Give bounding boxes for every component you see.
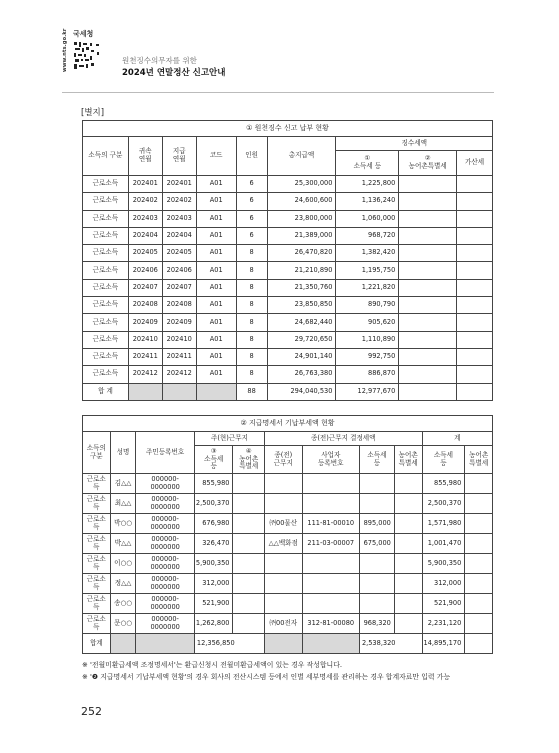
- cell-add-tax: [457, 331, 493, 348]
- cell-tax3: 521,900: [194, 594, 233, 614]
- cell-empty: [394, 474, 422, 494]
- cell-total-pay: 23,850,850: [267, 297, 336, 314]
- th-people: 인원: [236, 137, 267, 176]
- th-tax-group: 징수세액: [336, 137, 493, 151]
- footnote-2: ※ '❷ 지급명세서 기납부세액 현황'의 경우 회사의 전산시스템 등에서 인별 세부명세를 관리하는 경우 합계자료만 입력 가능: [82, 673, 451, 681]
- cell-empty: [465, 554, 493, 574]
- cell-code: A01: [196, 210, 236, 227]
- cell-rural-tax: [399, 193, 457, 210]
- withholding-report-table: [82, 120, 493, 401]
- cell-belong-month: 202404: [128, 227, 162, 244]
- cell-add-tax: [457, 176, 493, 193]
- prepaid-tax-table: [82, 415, 493, 654]
- cell-pay-month: 202403: [162, 210, 196, 227]
- cell-income-tax: 1,136,240: [336, 193, 399, 210]
- cell-prev: [265, 494, 303, 514]
- header-subtitle: 원천징수의무자를 위한: [122, 56, 197, 65]
- cell-total-pay: 26,763,380: [267, 366, 336, 383]
- cell-total-pay: 24,682,440: [267, 314, 336, 331]
- header-divider: [62, 92, 494, 93]
- cell-sum: 1,571,980: [422, 514, 465, 534]
- cell-rrn: 000000-0000000: [136, 574, 194, 594]
- cell-name: 문○○: [110, 614, 136, 634]
- cell-people: 8: [236, 262, 267, 279]
- cell-rural-tax: [399, 331, 457, 348]
- cell-rrn: 000000-0000000: [136, 474, 194, 494]
- cell-ptax: [359, 574, 394, 594]
- cell-total-pay: 21,210,890: [267, 262, 336, 279]
- cell-tax3: 312,000: [194, 574, 233, 594]
- th-pay-month: 지급 연월: [162, 137, 196, 176]
- cell-add-tax: [457, 366, 493, 383]
- table1-row: [83, 262, 493, 279]
- cell-code: A01: [196, 297, 236, 314]
- table1-row: [83, 245, 493, 262]
- page-number: 252: [81, 705, 102, 718]
- cell-name: 송○○: [110, 594, 136, 614]
- th-code: 코드: [196, 137, 236, 176]
- cell-pay-month: 202402: [162, 193, 196, 210]
- cell-belong-month: 202411: [128, 348, 162, 365]
- th2-sub-group: 종(전)근무지 결정세액: [265, 432, 422, 446]
- total2-tax3: 12,356,850: [194, 634, 264, 654]
- cell-empty: [233, 554, 265, 574]
- cell-name: 김△△: [110, 474, 136, 494]
- cell-total-pay: 29,720,650: [267, 331, 336, 348]
- cell-belong-month: 202402: [128, 193, 162, 210]
- cell-empty: [394, 574, 422, 594]
- cell-code: A01: [196, 366, 236, 383]
- table2-row: [83, 594, 493, 614]
- table2-total-row: [83, 634, 493, 654]
- cell-type: 근로소득: [83, 594, 111, 614]
- cell-income-tax: 992,750: [336, 348, 399, 365]
- cell-add-tax: [457, 262, 493, 279]
- cell-belong-month: 202405: [128, 245, 162, 262]
- table1-row: [83, 210, 493, 227]
- cell-type: 근로소득: [83, 494, 111, 514]
- cell-prev: ㈜00물산: [265, 514, 303, 534]
- cell-empty: [233, 514, 265, 534]
- cell-ptax: 968,320: [359, 614, 394, 634]
- cell-people: 8: [236, 297, 267, 314]
- cell-rural-tax: [399, 210, 457, 227]
- cell-tax3: 2,500,370: [194, 494, 233, 514]
- th2-sum-income-tax: 소득세 등: [422, 446, 465, 474]
- cell-ptax: [359, 494, 394, 514]
- cell-rural-tax: [399, 366, 457, 383]
- th2-main-group: 주(현)근무지: [194, 432, 264, 446]
- cell-belong-month: 202406: [128, 262, 162, 279]
- th2-rural-tax: 농어촌 특별세: [394, 446, 422, 474]
- cell-income-tax: 1,225,800: [336, 176, 399, 193]
- th-income-tax: ① 소득세 등: [336, 151, 399, 176]
- nts-logo-icon: [72, 40, 108, 72]
- cell-ptax: 675,000: [359, 534, 394, 554]
- cell-income-tax: 1,382,420: [336, 245, 399, 262]
- th2-sum-rural-tax: 농어촌 특별세: [465, 446, 493, 474]
- cell-pay-month: 202404: [162, 227, 196, 244]
- cell-rrn: 000000-0000000: [136, 494, 194, 514]
- table1-row: [83, 348, 493, 365]
- cell-belong-month: 202410: [128, 331, 162, 348]
- cell-code: A01: [196, 279, 236, 296]
- cell-pay-month: 202409: [162, 314, 196, 331]
- th-belong-month: 귀속 연월: [128, 137, 162, 176]
- total-people: 88: [236, 383, 267, 400]
- cell-empty: [233, 574, 265, 594]
- cell-rrn: 000000-0000000: [136, 614, 194, 634]
- cell-income-type: 근로소득: [83, 297, 129, 314]
- cell-tax3: 676,980: [194, 514, 233, 534]
- footnotes: [82, 659, 450, 683]
- cell-income-type: 근로소득: [83, 227, 129, 244]
- cell-prev: △△백화점: [265, 534, 303, 554]
- table1-row: [83, 176, 493, 193]
- cell-total-pay: 26,470,820: [267, 245, 336, 262]
- cell-type: 근로소득: [83, 474, 111, 494]
- cell-income-tax: 905,620: [336, 314, 399, 331]
- cell-sum: 855,980: [422, 474, 465, 494]
- table1-total-row: [83, 383, 493, 400]
- total2-sum: 14,895,170: [422, 634, 465, 654]
- cell-people: 8: [236, 314, 267, 331]
- th2-rural-tax4: ④ 농어촌 특별세: [233, 446, 265, 474]
- cell-empty: [394, 514, 422, 534]
- table1-row: [83, 193, 493, 210]
- cell-ptax: [359, 554, 394, 574]
- cell-belong-month: 202407: [128, 279, 162, 296]
- cell-people: 8: [236, 279, 267, 296]
- cell-empty: [465, 574, 493, 594]
- th2-income-tax3: ③ 소득세 등: [194, 446, 233, 474]
- cell-rural-tax: [399, 245, 457, 262]
- cell-rrn: 000000-0000000: [136, 514, 194, 534]
- cell-empty: [465, 474, 493, 494]
- cell-sum: 2,231,120: [422, 614, 465, 634]
- cell-income-type: 근로소득: [83, 348, 129, 365]
- attachment-label: [별지]: [81, 108, 105, 118]
- cell-tax3: 5,900,350: [194, 554, 233, 574]
- total2-label: 합계: [83, 634, 111, 654]
- cell-code: A01: [196, 193, 236, 210]
- th-add-tax: 가산세: [457, 151, 493, 176]
- cell-total-pay: 24,901,140: [267, 348, 336, 365]
- table1-row: [83, 227, 493, 244]
- cell-empty: [394, 554, 422, 574]
- cell-income-type: 근로소득: [83, 262, 129, 279]
- cell-add-tax: [457, 210, 493, 227]
- cell-pay-month: 202401: [162, 176, 196, 193]
- table1-row: [83, 314, 493, 331]
- cell-empty: [233, 474, 265, 494]
- cell-income-type: 근로소득: [83, 366, 129, 383]
- cell-code: A01: [196, 245, 236, 262]
- th-total-pay: 총지급액: [267, 137, 336, 176]
- cell-income-type: 근로소득: [83, 245, 129, 262]
- cell-people: 8: [236, 366, 267, 383]
- cell-prev: [265, 574, 303, 594]
- cell-add-tax: [457, 193, 493, 210]
- cell-prev: ㈜00전자: [265, 614, 303, 634]
- cell-code: A01: [196, 176, 236, 193]
- cell-rrn: 000000-0000000: [136, 534, 194, 554]
- table2-row: [83, 514, 493, 534]
- cell-rural-tax: [399, 227, 457, 244]
- cell-total-pay: 21,350,760: [267, 279, 336, 296]
- cell-income-tax: 1,221,820: [336, 279, 399, 296]
- cell-total-pay: 25,300,000: [267, 176, 336, 193]
- th-rural-tax: ② 농어촌특별세: [399, 151, 457, 176]
- cell-add-tax: [457, 279, 493, 296]
- cell-income-tax: 890,790: [336, 297, 399, 314]
- th2-sum-group: 계: [422, 432, 492, 446]
- th2-biz-no: 사업자 등록번호: [302, 446, 359, 474]
- cell-people: 8: [236, 245, 267, 262]
- cell-code: A01: [196, 314, 236, 331]
- cell-type: 근로소득: [83, 514, 111, 534]
- cell-name: 박○○: [110, 514, 136, 534]
- table1-title: ① 원천징수 신고 납부 현황: [83, 121, 493, 137]
- th2-prev-workplace: 종(전) 근무지: [265, 446, 303, 474]
- th2-name: 성명: [110, 432, 136, 474]
- table2-row: [83, 494, 493, 514]
- cell-biz: [302, 474, 359, 494]
- cell-biz: [302, 494, 359, 514]
- cell-sum: 1,001,470: [422, 534, 465, 554]
- cell-type: 근로소득: [83, 614, 111, 634]
- cell-rural-tax: [399, 314, 457, 331]
- cell-prev: [265, 474, 303, 494]
- cell-sum: 312,000: [422, 574, 465, 594]
- cell-income-type: 근로소득: [83, 331, 129, 348]
- cell-prev: [265, 594, 303, 614]
- cell-rural-tax: [399, 297, 457, 314]
- cell-ptax: [359, 474, 394, 494]
- cell-belong-month: 202409: [128, 314, 162, 331]
- cell-pay-month: 202406: [162, 262, 196, 279]
- cell-ptax: [359, 594, 394, 614]
- cell-empty: [465, 534, 493, 554]
- footnote-1: ※ '전월미환급세액 조정명세서'는 환급신청시 전월미환급세액이 있는 경우 작성합니다.: [82, 661, 343, 669]
- cell-pay-month: 202410: [162, 331, 196, 348]
- cell-code: A01: [196, 331, 236, 348]
- cell-tax3: 326,470: [194, 534, 233, 554]
- cell-add-tax: [457, 314, 493, 331]
- cell-ptax: 895,000: [359, 514, 394, 534]
- cell-people: 6: [236, 210, 267, 227]
- table1-row: [83, 366, 493, 383]
- site-url-vertical: www.nts.go.kr: [62, 28, 68, 72]
- org-name: 국세청: [73, 30, 94, 38]
- cell-biz: 312-81-00080: [302, 614, 359, 634]
- total-label: 합 계: [83, 383, 129, 400]
- cell-type: 근로소득: [83, 534, 111, 554]
- cell-code: A01: [196, 262, 236, 279]
- cell-biz: 211-03-00007: [302, 534, 359, 554]
- cell-people: 6: [236, 227, 267, 244]
- cell-rural-tax: [399, 348, 457, 365]
- table2-row: [83, 574, 493, 594]
- th-income-type: 소득의 구분: [83, 137, 129, 176]
- cell-people: 8: [236, 348, 267, 365]
- cell-code: A01: [196, 227, 236, 244]
- th2-rrn: 주민등록번호: [136, 432, 194, 474]
- cell-rrn: 000000-0000000: [136, 594, 194, 614]
- cell-type: 근로소득: [83, 574, 111, 594]
- cell-pay-month: 202407: [162, 279, 196, 296]
- cell-sum: 5,900,350: [422, 554, 465, 574]
- cell-sum: 2,500,370: [422, 494, 465, 514]
- cell-add-tax: [457, 227, 493, 244]
- cell-name: 박△△: [110, 534, 136, 554]
- cell-belong-month: 202408: [128, 297, 162, 314]
- cell-biz: 111-81-00010: [302, 514, 359, 534]
- cell-pay-month: 202411: [162, 348, 196, 365]
- table2-row: [83, 474, 493, 494]
- table2-title: ② 지급명세서 기납부세액 현황: [83, 416, 493, 432]
- cell-sum: 521,900: [422, 594, 465, 614]
- cell-empty: [394, 594, 422, 614]
- cell-empty: [394, 534, 422, 554]
- cell-total-pay: 23,800,000: [267, 210, 336, 227]
- cell-tax3: 855,980: [194, 474, 233, 494]
- total-pay: 294,040,530: [267, 383, 336, 400]
- cell-code: A01: [196, 348, 236, 365]
- cell-tax3: 1,262,800: [194, 614, 233, 634]
- cell-rural-tax: [399, 279, 457, 296]
- cell-name: 이○○: [110, 554, 136, 574]
- total-income-tax: 12,977,670: [336, 383, 399, 400]
- cell-income-tax: 968,720: [336, 227, 399, 244]
- cell-total-pay: 24,600,600: [267, 193, 336, 210]
- cell-income-type: 근로소득: [83, 176, 129, 193]
- cell-add-tax: [457, 348, 493, 365]
- cell-income-type: 근로소득: [83, 314, 129, 331]
- cell-add-tax: [457, 297, 493, 314]
- cell-empty: [233, 494, 265, 514]
- cell-rural-tax: [399, 176, 457, 193]
- th2-income-type: 소득의 구분: [83, 432, 111, 474]
- cell-pay-month: 202412: [162, 366, 196, 383]
- cell-income-tax: 1,110,890: [336, 331, 399, 348]
- total2-ptax: 2,538,320: [359, 634, 422, 654]
- cell-people: 6: [236, 193, 267, 210]
- table1-row: [83, 297, 493, 314]
- cell-name: 정△△: [110, 574, 136, 594]
- cell-empty: [233, 614, 265, 634]
- cell-income-tax: 886,870: [336, 366, 399, 383]
- cell-income-type: 근로소득: [83, 210, 129, 227]
- cell-empty: [465, 594, 493, 614]
- cell-name: 최△△: [110, 494, 136, 514]
- cell-empty: [233, 594, 265, 614]
- cell-biz: [302, 594, 359, 614]
- cell-type: 근로소득: [83, 554, 111, 574]
- cell-prev: [265, 554, 303, 574]
- table2-row: [83, 534, 493, 554]
- cell-rural-tax: [399, 262, 457, 279]
- page-header: [62, 28, 532, 90]
- cell-pay-month: 202408: [162, 297, 196, 314]
- cell-people: 8: [236, 331, 267, 348]
- cell-people: 6: [236, 176, 267, 193]
- header-title: 2024년 연말정산 신고안내: [122, 68, 226, 78]
- cell-belong-month: 202403: [128, 210, 162, 227]
- cell-total-pay: 21,389,000: [267, 227, 336, 244]
- cell-pay-month: 202405: [162, 245, 196, 262]
- cell-income-tax: 1,060,000: [336, 210, 399, 227]
- cell-add-tax: [457, 245, 493, 262]
- cell-rrn: 000000-0000000: [136, 554, 194, 574]
- cell-income-type: 근로소득: [83, 279, 129, 296]
- cell-empty: [233, 534, 265, 554]
- cell-empty: [394, 494, 422, 514]
- cell-income-type: 근로소득: [83, 193, 129, 210]
- cell-income-tax: 1,195,750: [336, 262, 399, 279]
- cell-belong-month: 202401: [128, 176, 162, 193]
- table1-row: [83, 331, 493, 348]
- table2-row: [83, 554, 493, 574]
- th2-income-tax: 소득세 등: [359, 446, 394, 474]
- cell-empty: [465, 494, 493, 514]
- cell-empty: [394, 614, 422, 634]
- table1-row: [83, 279, 493, 296]
- cell-biz: [302, 574, 359, 594]
- cell-biz: [302, 554, 359, 574]
- table2-row: [83, 614, 493, 634]
- cell-empty: [465, 614, 493, 634]
- cell-empty: [465, 514, 493, 534]
- cell-belong-month: 202412: [128, 366, 162, 383]
